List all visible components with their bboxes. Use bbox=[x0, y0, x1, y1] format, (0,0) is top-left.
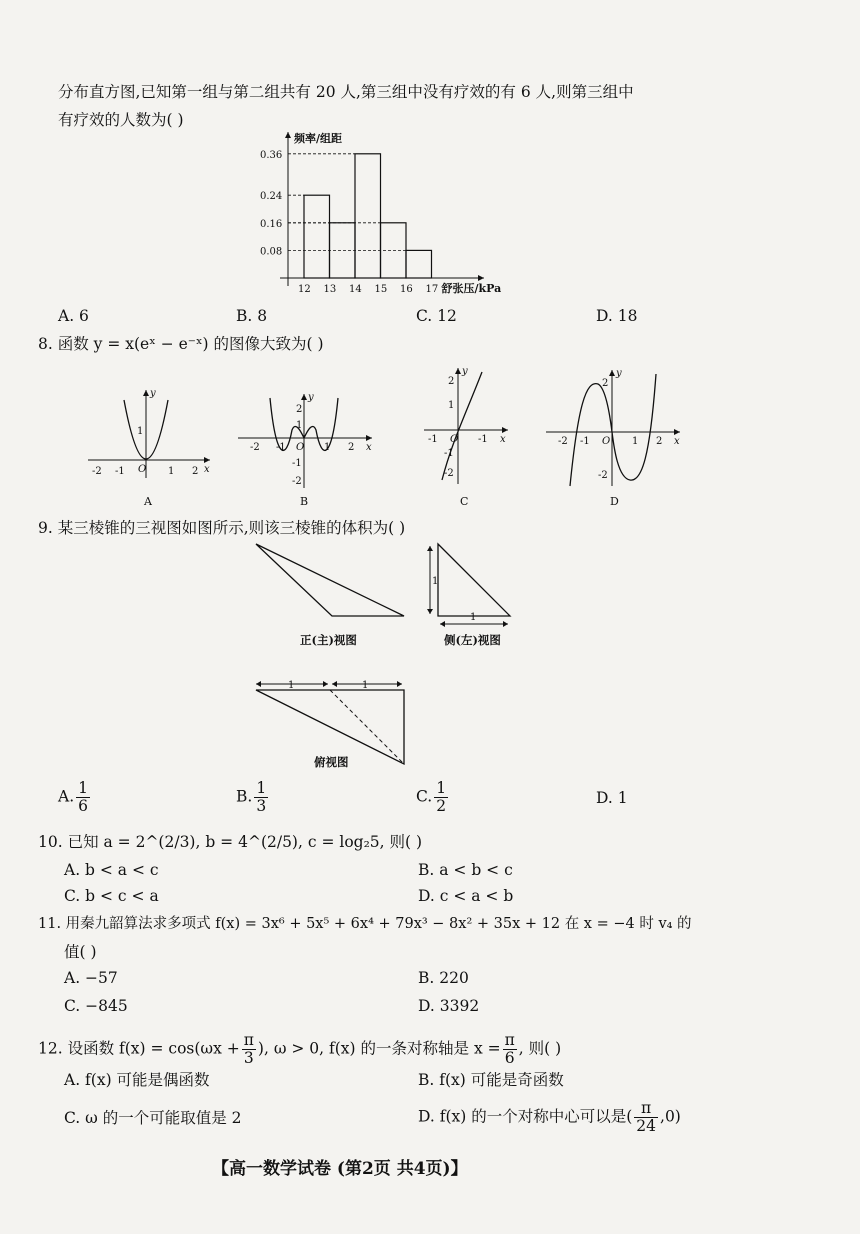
hist-y-label: 频率/组距 bbox=[294, 132, 343, 145]
graph-b-x-label: x bbox=[366, 442, 372, 453]
hist-y-tick: 0.08 bbox=[260, 246, 283, 258]
q11-option-b: B. 220 bbox=[418, 969, 469, 987]
graph-b-tick: -1 bbox=[292, 458, 302, 469]
hist-y-tick: 0.16 bbox=[260, 218, 283, 230]
graph-b-y-label: y bbox=[308, 392, 314, 403]
q10-option-a: A. b < a < c bbox=[64, 861, 159, 879]
graph-c-curve bbox=[442, 372, 482, 480]
graph-c-tick: 2 bbox=[448, 376, 455, 387]
graph-d-y-label: y bbox=[616, 368, 622, 379]
q9-option-c: C. $\frac{1}{2}$ bbox=[416, 779, 447, 815]
q12-option-a: A. f(x) 可能是偶函数 bbox=[64, 1071, 210, 1089]
graph-d-tick: 2 bbox=[602, 378, 609, 389]
q8-graph-d bbox=[544, 366, 684, 488]
graph-c-label: C bbox=[460, 495, 469, 508]
side-view-height-dim: 1 bbox=[432, 576, 439, 587]
graph-a-tick: -1 bbox=[115, 466, 125, 477]
q9-side-view bbox=[418, 538, 522, 632]
hist-x-tick: 13 bbox=[323, 284, 337, 295]
graph-d-curve bbox=[570, 374, 656, 486]
graph-d-tick: -2 bbox=[598, 470, 608, 481]
q9-option-a: A. $\frac{1}{6}$ bbox=[58, 779, 88, 815]
hist-x-label: 舒张压/kPa bbox=[441, 282, 502, 295]
hist-x-tick: 15 bbox=[374, 284, 388, 295]
graph-b-tick: -1 bbox=[276, 442, 286, 453]
q9-option-b: B. $\frac{1}{3}$ bbox=[236, 779, 267, 815]
q7-option-b: B. 8 bbox=[236, 307, 268, 325]
q7-option-c: C. 12 bbox=[416, 307, 457, 325]
q10-option-c: C. b < c < a bbox=[64, 887, 159, 905]
graph-c-y-label: y bbox=[462, 366, 468, 377]
graph-b-tick: 1 bbox=[324, 442, 331, 453]
hist-bar bbox=[406, 250, 432, 278]
graph-b-tick: -2 bbox=[292, 476, 302, 487]
q7-option-d: D. 18 bbox=[596, 307, 638, 325]
graph-a-tick: 1 bbox=[137, 426, 144, 437]
graph-b-tick: 2 bbox=[348, 442, 355, 453]
graph-d-origin: O bbox=[602, 436, 611, 447]
q7-line1: 分布直方图,已知第一组与第二组共有 20 人,第三组中没有疗效的有 6 人,则第三组中 bbox=[58, 83, 634, 101]
graph-a-origin: O bbox=[138, 464, 147, 475]
hist-bar bbox=[355, 154, 381, 278]
graph-a-y-label: y bbox=[150, 388, 156, 399]
q8-graph-b bbox=[236, 390, 376, 490]
side-view-caption: 侧(左)视图 bbox=[444, 633, 501, 647]
graph-c-tick: -1 bbox=[444, 448, 454, 459]
q12-option-c: C. ω 的一个可能取值是 2 bbox=[64, 1109, 242, 1127]
q8-stem: 8. 函数 y = x(eˣ − e⁻ˣ) 的图像大致为( ) bbox=[38, 335, 324, 353]
graph-a-tick: -2 bbox=[92, 466, 102, 477]
graph-d-tick: -2 bbox=[558, 436, 568, 447]
q9-stem: 9. 某三棱锥的三视图如图所示,则该三棱锥的体积为( ) bbox=[38, 519, 406, 537]
q8-graph-a bbox=[84, 384, 214, 480]
q10-stem: 10. 已知 a = 2^(2/3), b = 4^(2/5), c = log₂5, 则( ) bbox=[38, 833, 423, 851]
top-view-dim-left: 1 bbox=[288, 680, 295, 691]
front-view-caption: 正(主)视图 bbox=[300, 633, 357, 647]
q11-line2: 值( ) bbox=[64, 943, 97, 961]
graph-c-tick: -2 bbox=[444, 468, 454, 479]
top-view-dim-right: 1 bbox=[362, 680, 369, 691]
graph-a-label: A bbox=[144, 495, 152, 508]
graph-d-tick: 2 bbox=[656, 436, 663, 447]
q11-option-a: A. −57 bbox=[64, 969, 118, 987]
q9-front-view bbox=[250, 538, 410, 622]
graph-c-x-label: x bbox=[500, 434, 506, 445]
q12-option-d: D. f(x) 的一个对称中心可以是( $\frac{\pi}{24}$ ,0) bbox=[418, 1099, 681, 1135]
graph-b-origin: O bbox=[296, 442, 305, 453]
graph-b-tick: 1 bbox=[296, 420, 303, 431]
q11-option-c: C. −845 bbox=[64, 997, 128, 1015]
q10-option-d: D. c < a < b bbox=[418, 887, 514, 905]
graph-b-tick: 2 bbox=[296, 404, 303, 415]
hist-x-tick: 17 bbox=[425, 284, 439, 295]
graph-d-label: D bbox=[610, 495, 619, 508]
q9-option-d: D. 1 bbox=[596, 789, 628, 807]
hist-y-tick: 0.36 bbox=[260, 149, 283, 161]
graph-b-tick: -2 bbox=[250, 442, 260, 453]
hist-x-tick: 12 bbox=[298, 284, 311, 295]
graph-d-x-label: x bbox=[674, 436, 680, 447]
graph-d-tick: 1 bbox=[632, 436, 639, 447]
hist-x-tick: 14 bbox=[349, 284, 362, 295]
q8-graph-c bbox=[422, 364, 512, 486]
graph-a-tick: 1 bbox=[168, 466, 175, 477]
graph-d-tick: -1 bbox=[580, 436, 590, 447]
graph-a-tick: 2 bbox=[192, 466, 199, 477]
top-view-caption: 俯视图 bbox=[314, 755, 349, 769]
q11-line1: 11. 用秦九韶算法求多项式 f(x) = 3x⁶ + 5x⁵ + 6x⁴ + 79x³ − 8x² + 35x + 12 在 x = −4 时 v₄ 的 bbox=[38, 916, 692, 932]
graph-c-tick: -1 bbox=[428, 434, 438, 445]
side-view-width-dim: 1 bbox=[470, 612, 477, 623]
q11-option-d: D. 3392 bbox=[418, 997, 480, 1015]
histogram-chart bbox=[240, 128, 540, 304]
graph-c-tick: 1 bbox=[448, 400, 455, 411]
q12-stem: 12. 设函数 f(x) = cos(ωx + $\frac{\pi}{3}$ ), ω > 0, f(x) 的一条对称轴是 x = $\frac{\pi}{6}$ , 则( ) bbox=[38, 1031, 562, 1067]
q10-option-b: B. a < b < c bbox=[418, 861, 513, 879]
page-footer: 【高一数学试卷 (第2页 共4页)】 bbox=[212, 1159, 468, 1179]
q12-option-b: B. f(x) 可能是奇函数 bbox=[418, 1071, 564, 1089]
graph-b-label: B bbox=[300, 495, 309, 508]
graph-a-x-label: x bbox=[204, 464, 210, 475]
graph-c-tick: -1 bbox=[478, 434, 488, 445]
hist-x-tick: 16 bbox=[400, 284, 413, 295]
q7-line2: 有疗效的人数为( ) bbox=[58, 111, 184, 129]
hist-y-tick: 0.24 bbox=[260, 191, 283, 203]
hist-bar bbox=[304, 195, 330, 278]
q7-option-a: A. 6 bbox=[58, 307, 89, 325]
graph-c-origin: O bbox=[450, 434, 459, 445]
